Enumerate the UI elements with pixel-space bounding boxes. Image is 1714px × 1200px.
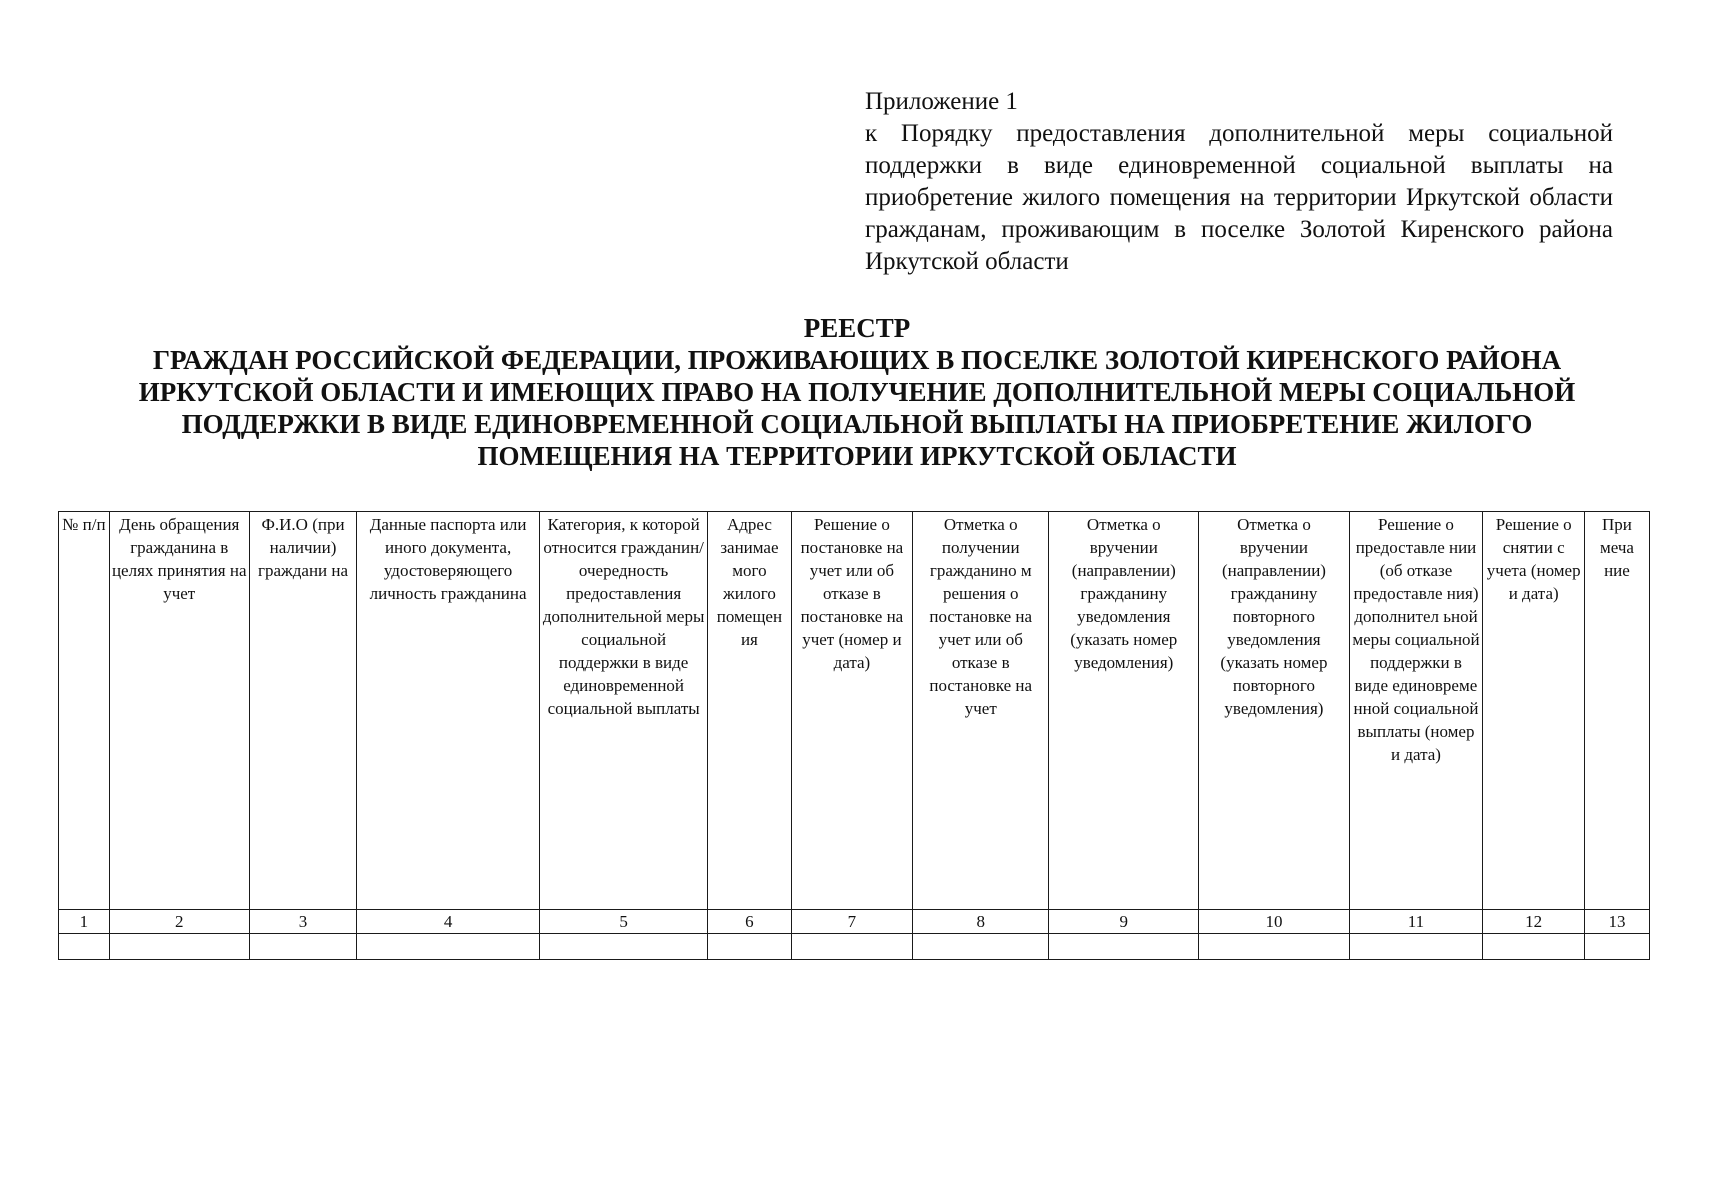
header-cell-address: Адрес занимае мого жилого помещен ия <box>708 512 791 910</box>
empty-cell <box>109 934 249 960</box>
appendix-block <box>865 86 1613 278</box>
header-cell-number: № п/п <box>59 512 110 910</box>
column-number-cell: 10 <box>1199 910 1349 934</box>
column-number-cell: 8 <box>913 910 1049 934</box>
column-number-cell: 4 <box>357 910 540 934</box>
header-cell-repeat-notice-delivery: Отметка о вручении (направлении) гражданину повторного уведомления (указать номер повторного уведомления) <box>1199 512 1349 910</box>
empty-cell <box>1584 934 1649 960</box>
empty-cell <box>708 934 791 960</box>
header-cell-full-name: Ф.И.О (при наличии) граждани на <box>249 512 357 910</box>
column-number-cell: 11 <box>1349 910 1483 934</box>
header-cell-application-date: День обращения гражданина в целях принятия на учет <box>109 512 249 910</box>
column-number-row <box>59 910 1650 934</box>
appendix-number: Приложение 1 <box>865 88 1018 115</box>
column-number-cell: 7 <box>791 910 913 934</box>
column-number-cell: 5 <box>539 910 707 934</box>
title-subtitle: ГРАЖДАН РОССИЙСКОЙ ФЕДЕРАЦИИ, ПРОЖИВАЮЩИХ В ПОСЕЛКЕ ЗОЛОТОЙ КИРЕНСКОГО РАЙОНА ИРКУТСКОЙ ОБЛАСТИ И ИМЕЮЩИХ ПРАВО НА ПОЛУЧЕНИЕ ДОПОЛНИТЕЛЬНОЙ МЕРЫ СОЦИАЛЬНОЙ ПОДДЕРЖКИ В ВИДЕ ЕДИНОВРЕМЕННОЙ СОЦИАЛЬНОЙ ВЫПЛАТЫ НА ПРИОБРЕТЕНИЕ ЖИЛОГО ПОМЕЩЕНИЯ НА ТЕРРИТОРИИ ИРКУТСКОЙ ОБЛАСТИ <box>138 345 1576 471</box>
empty-cell <box>791 934 913 960</box>
empty-cell <box>1483 934 1584 960</box>
header-row <box>59 512 1650 910</box>
empty-cell <box>249 934 357 960</box>
header-cell-passport-data: Данные паспорта или иного документа, удостоверяющего личность гражданина <box>357 512 540 910</box>
empty-cell <box>59 934 110 960</box>
column-number-cell: 12 <box>1483 910 1584 934</box>
header-cell-payment-decision: Решение о предоставле нии (об отказе предоставле ния) дополнител ьной меры социальной поддержки в виде единовреме нной социальной выплаты (номер и дата) <box>1349 512 1483 910</box>
empty-cell <box>913 934 1049 960</box>
header-cell-deregistration-decision: Решение о снятии с учета (номер и дата) <box>1483 512 1584 910</box>
empty-cell <box>1349 934 1483 960</box>
header-cell-notice-delivery: Отметка о вручении (направлении) гражданину уведомления (указать номер уведомления) <box>1049 512 1199 910</box>
column-number-cell: 6 <box>708 910 791 934</box>
empty-cell <box>539 934 707 960</box>
registry-table <box>58 511 1650 960</box>
header-cell-category: Категория, к которой относится гражданин/ очередность предоставления дополнительной меры социальной поддержки в виде единовременной социальной выплаты <box>539 512 707 910</box>
empty-cell <box>357 934 540 960</box>
column-number-cell: 3 <box>249 910 357 934</box>
empty-cell <box>1199 934 1349 960</box>
appendix-reference: к Порядку предоставления дополнительной меры социальной поддержки в виде единовременной социальной выплаты на приобретение жилого помещения на территории Иркутской области гражданам, проживающим в поселке Золотой Киренского района Иркутской области <box>865 120 1613 275</box>
empty-cell <box>1049 934 1199 960</box>
column-number-cell: 9 <box>1049 910 1199 934</box>
header-cell-registration-decision: Решение о постановке на учет или об отказе в постановке на учет (номер и дата) <box>791 512 913 910</box>
header-cell-notes: При меча ние <box>1584 512 1649 910</box>
column-number-cell: 1 <box>59 910 110 934</box>
title-main: РЕЕСТР <box>803 313 911 343</box>
column-number-cell: 2 <box>109 910 249 934</box>
document-title <box>60 312 1654 472</box>
column-number-cell: 13 <box>1584 910 1649 934</box>
empty-data-row <box>59 934 1650 960</box>
header-cell-decision-receipt: Отметка о получении гражданино м решения о постановке на учет или об отказе в постановке на учет <box>913 512 1049 910</box>
